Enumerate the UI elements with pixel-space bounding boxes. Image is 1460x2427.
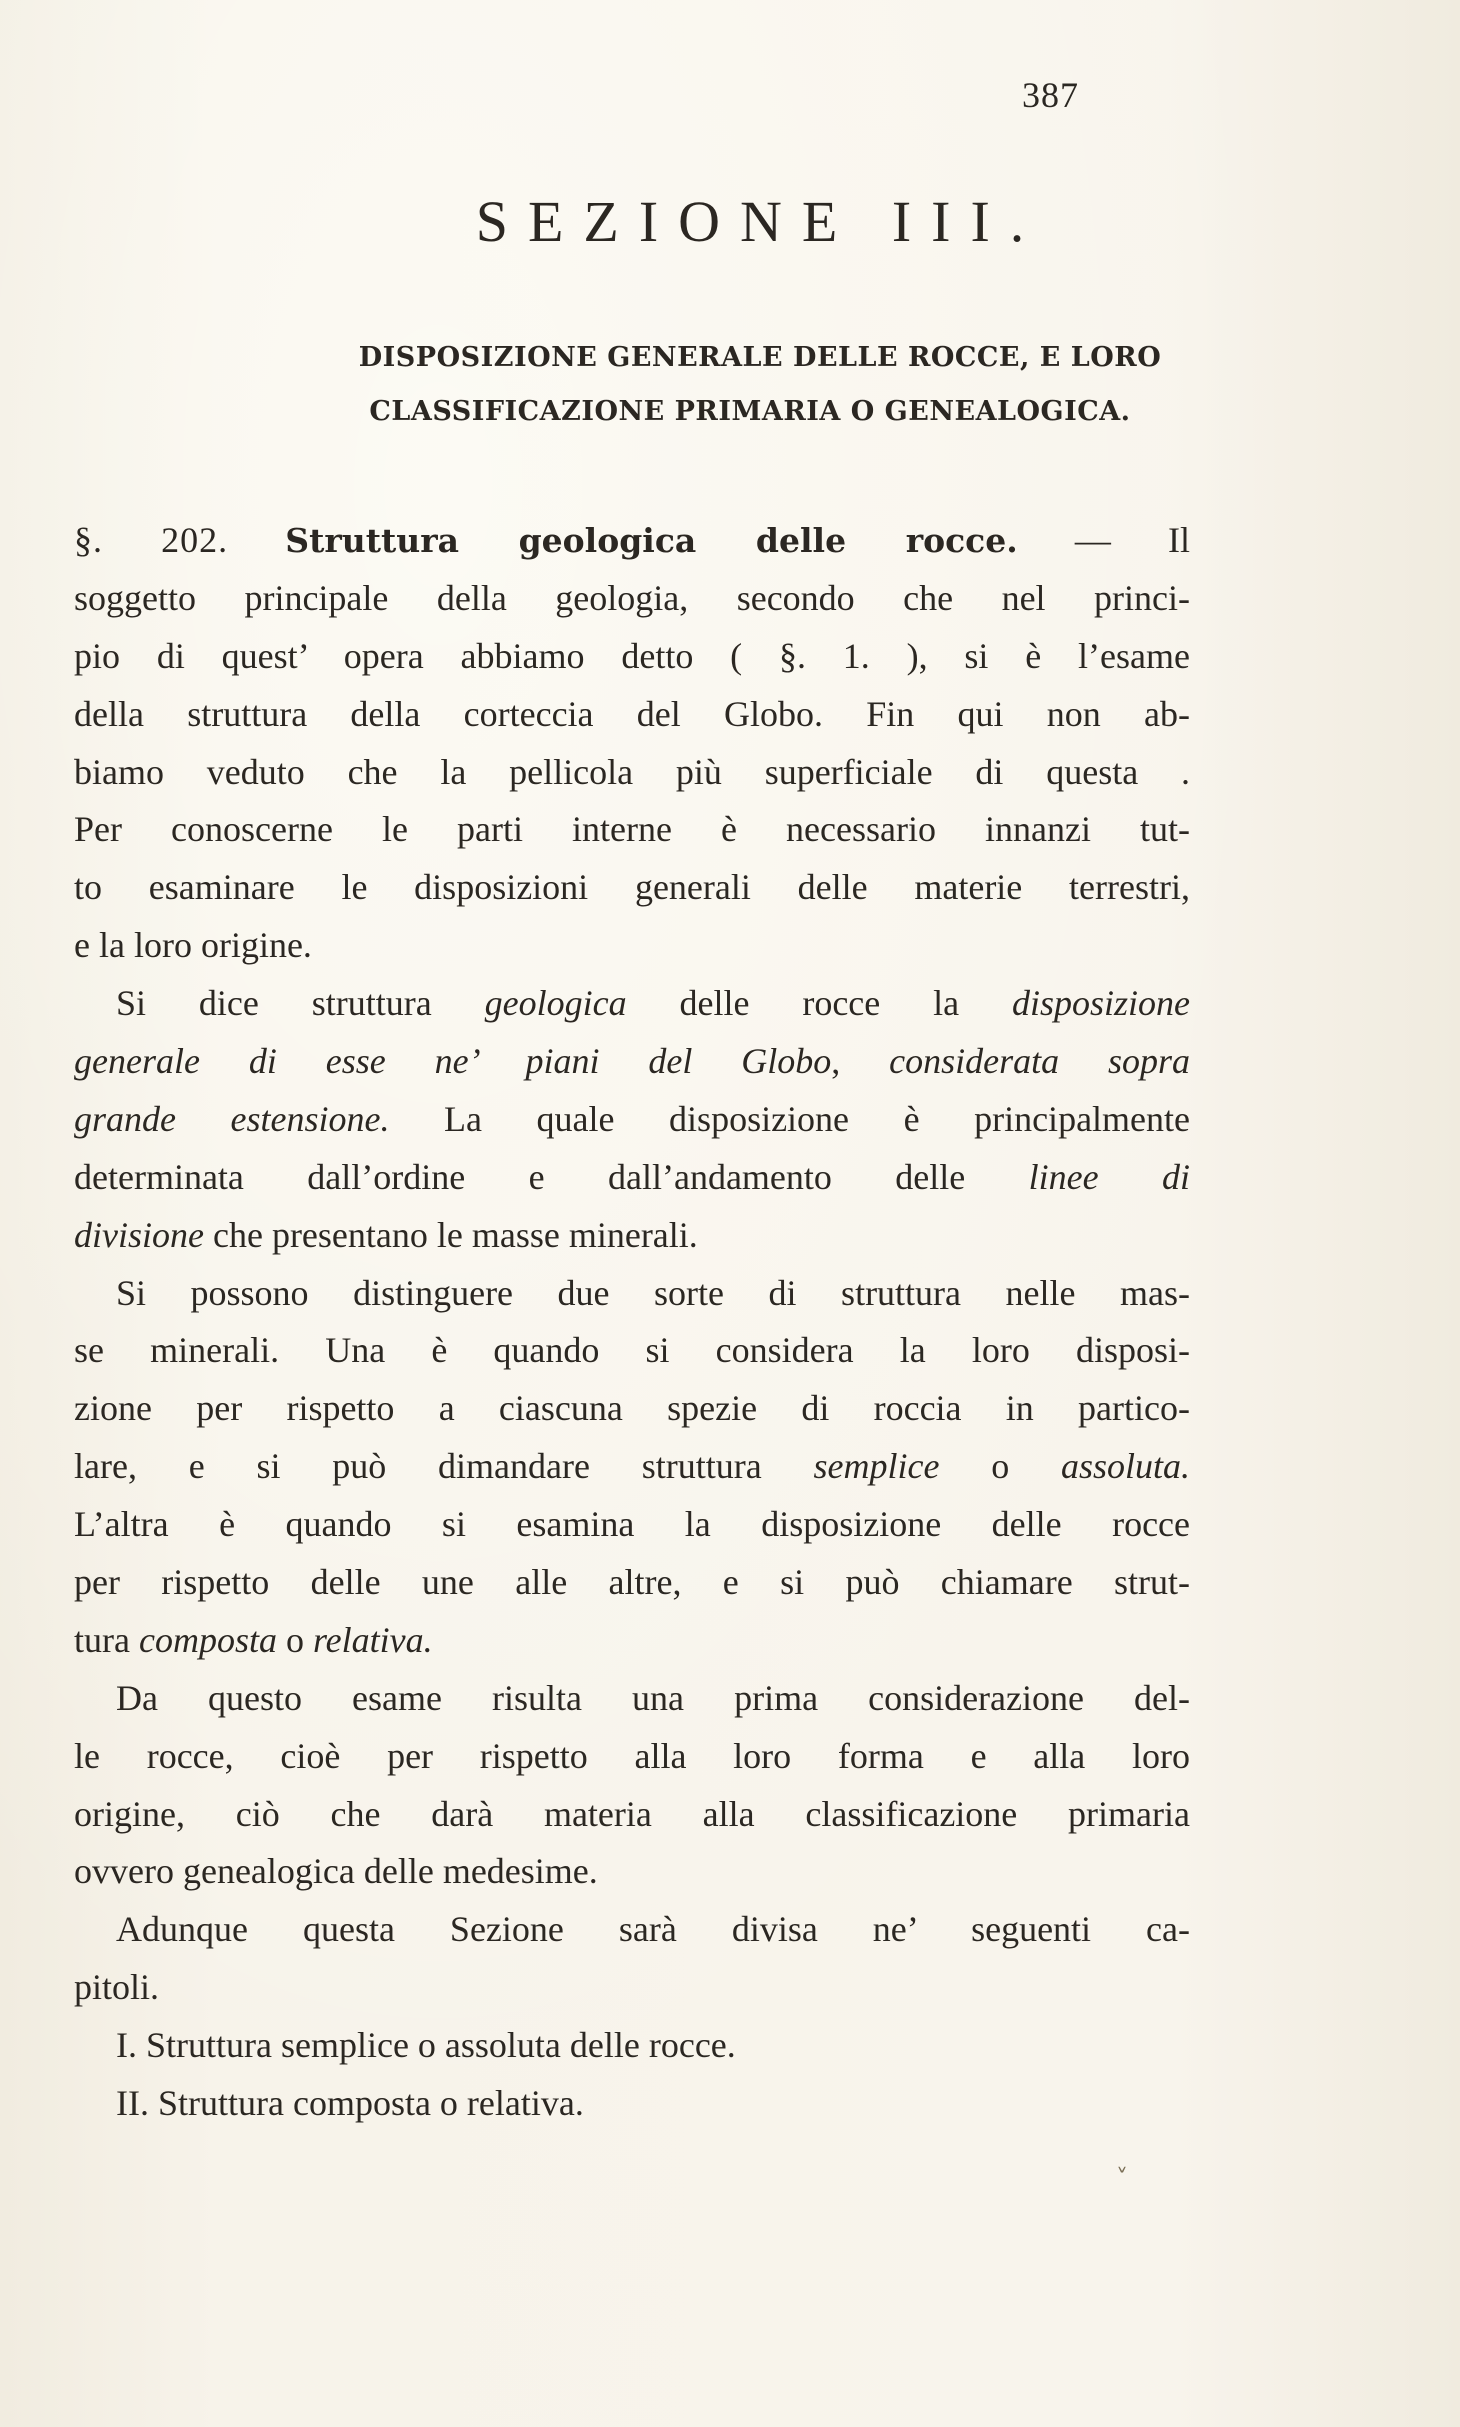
- paragraph-3-line-4: [74, 1438, 1190, 1496]
- italic-term: geologica: [484, 983, 627, 1024]
- paragraph-3-line-3: zione per rispetto a ciascuna spezie di roccia in partico-: [74, 1388, 1190, 1429]
- italic-term: disposizione: [1012, 983, 1191, 1024]
- paragraph-heading: Struttura geologica delle rocce.: [285, 521, 1018, 560]
- text-run: ,: [831, 1041, 841, 1082]
- paragraph-1-line-6: Per conoscerne le parti interne è necessario innanzi tut-: [74, 809, 1190, 850]
- italic-term: divisione: [74, 1214, 204, 1255]
- chapter-list-item-2: II. Struttura composta o relativa.: [116, 2083, 584, 2124]
- italic-term: linee di: [1028, 1156, 1191, 1197]
- body-text: [74, 512, 1190, 2133]
- paragraph-1-line-8: e la loro origine.: [74, 925, 312, 966]
- paragraph-5-line-2: pitoli.: [74, 1967, 160, 2008]
- paragraph-3-line-1: Si possono distinguere due sorte di struttura nelle mas-: [116, 1272, 1190, 1313]
- paragraph-1-line-7: to esaminare le disposizioni generali delle materie terrestri,: [74, 867, 1190, 908]
- text-run: tura: [74, 1619, 130, 1660]
- italic-term: relativa.: [312, 1619, 433, 1660]
- paragraph-2-line-4: [74, 1149, 1190, 1207]
- section-title: SEZIONE III.: [475, 189, 1045, 254]
- text-run: delle rocce la: [679, 983, 960, 1024]
- paragraph-1-line-1: [74, 512, 1190, 570]
- italic-term: generale di esse ne’ piani del Globo: [74, 1041, 832, 1082]
- paragraph-4-line-1: Da questo esame risulta una prima considerazione del-: [116, 1677, 1190, 1718]
- paragraph-2-line-1: [74, 975, 1190, 1033]
- page-number: 387: [1022, 75, 1079, 115]
- text-run: che presentano le masse minerali.: [212, 1214, 698, 1255]
- paragraph-1-line-4: della struttura della corteccia del Globo. Fin qui non ab-: [74, 693, 1190, 734]
- italic-term: considerata sopra: [889, 1041, 1190, 1082]
- text-run: Si dice struttura: [116, 983, 432, 1024]
- italic-term: grande estensione.: [74, 1098, 390, 1139]
- italic-term: composta: [138, 1619, 277, 1660]
- section-number: §. 202.: [74, 520, 229, 560]
- paragraph-4-line-4: ovvero genealogica delle medesime.: [74, 1851, 598, 1892]
- paragraph-1-line-5: biamo veduto che la pellicola più superficiale di questa .: [74, 751, 1190, 792]
- paragraph-2-line-5: [74, 1207, 1190, 1265]
- text-run: o: [991, 1446, 1010, 1487]
- text-run: La quale disposizione è principalmente: [444, 1098, 1191, 1139]
- paragraph-4-line-3: origine, ciò che darà materia alla classificazione primaria: [74, 1793, 1190, 1834]
- paragraph-4-line-2: le rocce, cioè per rispetto alla loro forma e alla loro: [74, 1735, 1190, 1776]
- paragraph-1-line-3: pio di quest’ opera abbiamo detto ( §. 1. ), si è l’esame: [74, 635, 1190, 676]
- paragraph-3-line-6: per rispetto delle une alle altre, e si può chiamare strut-: [74, 1562, 1190, 1603]
- text-run: determinata dall’ordine e dall’andamento delle: [74, 1156, 966, 1197]
- italic-term: assoluta.: [1061, 1446, 1191, 1487]
- italic-term: semplice: [813, 1446, 940, 1487]
- paragraph-3-line-2: se minerali. Una è quando si considera la loro disposi-: [74, 1330, 1190, 1371]
- paragraph-3-line-7: [74, 1612, 1190, 1670]
- ink-mark: ˅: [1116, 2164, 1128, 2192]
- paragraph-3-line-5: L’altra è quando si esamina la disposizione delle rocce: [74, 1504, 1190, 1545]
- paragraph-2-line-2: [74, 1033, 1190, 1091]
- text-run: lare, e si può dimandare struttura: [74, 1446, 762, 1487]
- section-subtitle-line-1: DISPOSIZIONE GENERALE DELLE ROCCE, E LORO: [358, 342, 1162, 373]
- paragraph-1-line-2: soggetto principale della geologia, secondo che nel princi-: [74, 577, 1190, 618]
- section-subtitle-line-2: CLASSIFICAZIONE PRIMARIA O GENEALOGICA.: [369, 396, 1131, 427]
- paragraph-5-line-1: Adunque questa Sezione sarà divisa ne’ seguenti ca-: [116, 1909, 1190, 1950]
- text-run: o: [285, 1619, 304, 1660]
- paragraph-2-line-3: [74, 1091, 1190, 1149]
- text-run: — Il: [1074, 520, 1191, 560]
- chapter-list-item-1: I. Struttura semplice o assoluta delle rocce.: [116, 2025, 736, 2066]
